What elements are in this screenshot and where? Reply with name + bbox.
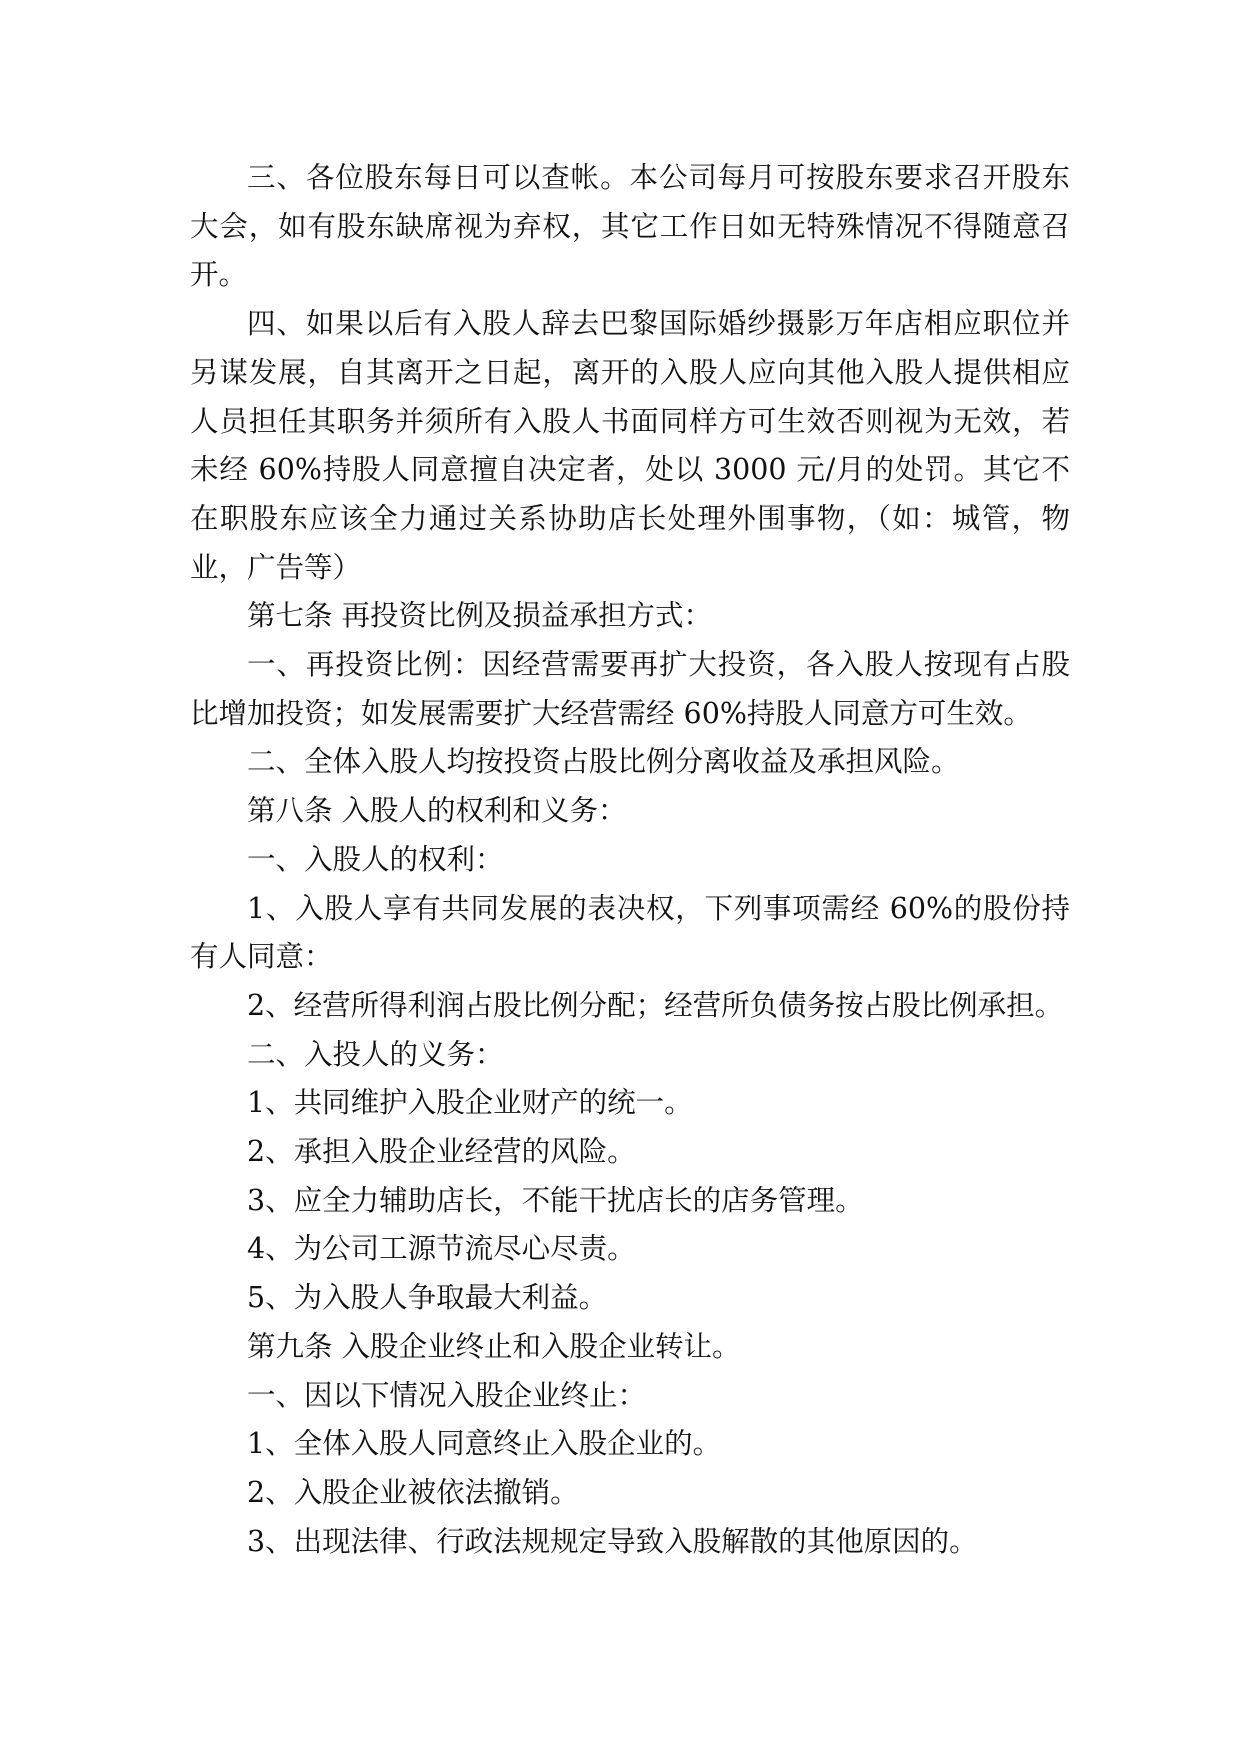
document-body bbox=[190, 154, 1070, 1566]
list-item-termination-3: 3、出现法律、行政法规规定导致入股解散的其他原因的。 bbox=[247, 1524, 978, 1558]
list-item-rights-2: 2、经营所得利润占股比例分配；经营所负债务按占股比例承担。 bbox=[247, 988, 1064, 1022]
paragraph-shareholder-audit: 三、各位股东每日可以查帐。本公司每月可按股东要求召开股东大会，如有股东缺席视为弃权，其它工作日如无特殊情况不得随意召开。 bbox=[190, 161, 1070, 292]
list-item-obligations-5: 5、为入股人争取最大利益。 bbox=[247, 1281, 608, 1315]
paragraph-reinvestment-ratio: 一、再投资比例：因经营需要再扩大投资，各入股人按现有占股比增加投资；如发展需要扩大经营需经 60%持股人同意方可生效。 bbox=[190, 648, 1070, 730]
subheading-shareholder-obligations: 二、入投人的义务： bbox=[247, 1037, 504, 1071]
subheading-shareholder-rights: 一、入股人的权利： bbox=[247, 842, 504, 876]
list-item-obligations-3: 3、应全力辅助店长，不能干扰店长的店务管理。 bbox=[247, 1183, 864, 1217]
list-item-obligations-4: 4、为公司工源节流尽心尽责。 bbox=[247, 1232, 636, 1266]
list-item-obligations-1: 1、共同维护入股企业财产的统一。 bbox=[247, 1086, 693, 1120]
heading-article-8: 第八条 入股人的权利和义务： bbox=[247, 794, 627, 828]
paragraph-profit-risk-sharing: 二、全体入股人均按投资占股比例分离收益及承担风险。 bbox=[247, 745, 960, 779]
list-item-termination-1: 1、全体入股人同意终止入股企业的。 bbox=[247, 1427, 722, 1461]
list-item-obligations-2: 2、承担入股企业经营的风险。 bbox=[247, 1135, 636, 1169]
heading-article-7: 第七条 再投资比例及损益承担方式： bbox=[247, 599, 713, 633]
paragraph-shareholder-resignation: 四、如果以后有入股人辞去巴黎国际婚纱摄影万年店相应职位并另谋发展，自其离开之日起，离开的入股人应向其他入股人提供相应人员担任其职务并须所有入股人书面同样方可生效否则视为无效，若未经 60%持股人同意擅自决定者，处以 3000 元/月的处罚。其它不在职股东应该全力通过关系协助店长处理外围事物，（如：城管，物业，广告等） bbox=[190, 307, 1070, 584]
list-item-termination-2: 2、入股企业被依法撤销。 bbox=[247, 1475, 579, 1509]
list-item-rights-1: 1、入股人享有共同发展的表决权，下列事项需经 60%的股份持有人同意： bbox=[190, 891, 1070, 974]
heading-article-9: 第九条 入股企业终止和入股企业转让。 bbox=[247, 1329, 741, 1363]
subheading-termination-causes: 一、因以下情况入股企业终止： bbox=[247, 1378, 647, 1412]
